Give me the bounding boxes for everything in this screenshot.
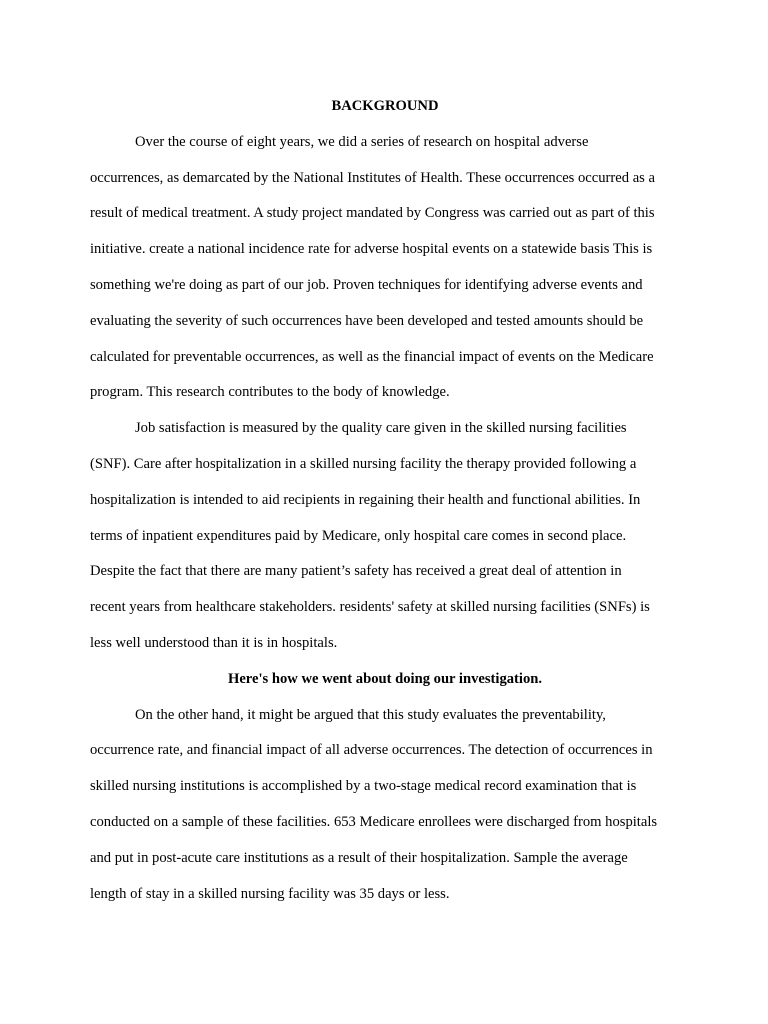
paragraph-line: (SNF). Care after hospitalization in a skilled nursing facility the therapy provided following a [90,455,637,472]
paragraph-line: and put in post-acute care institutions as a result of their hospitalization. Sample the average [90,849,628,866]
paragraph-line: calculated for preventable occurrences, as well as the financial impact of events on the Medicare [90,348,654,365]
paragraph-line: less well understood than it is in hospitals. [90,634,338,651]
paragraph-3 [90,698,680,913]
paragraph-line: initiative. create a national incidence rate for adverse hospital events on a statewide basis This is [90,241,653,258]
document-body [90,89,680,912]
section-heading: BACKGROUND [331,98,439,114]
paragraph-line: terms of inpatient expenditures paid by Medicare, only hospital care comes in second place. [90,527,627,544]
paragraph-line: result of medical treatment. A study project mandated by Congress was carried out as part of this [90,205,655,222]
paragraph-line: length of stay in a skilled nursing facility was 35 days or less. [90,885,450,902]
paragraph-line: evaluating the severity of such occurrences have been developed and tested amounts should be [90,312,644,329]
paragraph-line: occurrence rate, and financial impact of all adverse occurrences. The detection of occurrences in [90,742,653,759]
paragraph-line: recent years from healthcare stakeholders. residents' safety at skilled nursing facilities (SNFs) is [90,599,650,616]
paragraph-line: conducted on a sample of these facilities. 653 Medicare enrollees were discharged from hospitals [90,813,658,830]
section-subheading: Here's how we went about doing our investigation. [227,670,543,687]
paragraph-line: skilled nursing institutions is accomplished by a two-stage medical record examination that is [90,778,637,795]
paragraph-2 [90,411,680,662]
paragraph-1 [90,125,680,411]
paragraph-line: Despite the fact that there are many patient’s safety has received a great deal of attention in [90,563,622,580]
paragraph-line: program. This research contributes to the body of knowledge. [90,384,450,401]
paragraph-line: Over the course of eight years, we did a series of research on hospital adverse [135,133,589,150]
paragraph-line: occurrences, as demarcated by the National Institutes of Health. These occurrences occurred as a [90,169,655,186]
paragraph-line: hospitalization is intended to aid recipients in regaining their health and functional abilities. In [90,491,641,508]
paragraph-line: On the other hand, it might be argued that this study evaluates the preventability, [135,706,606,723]
paragraph-line: Job satisfaction is measured by the quality care given in the skilled nursing facilities [135,420,627,437]
paragraph-line: something we're doing as part of our job. Proven techniques for identifying adverse events and [90,276,643,293]
